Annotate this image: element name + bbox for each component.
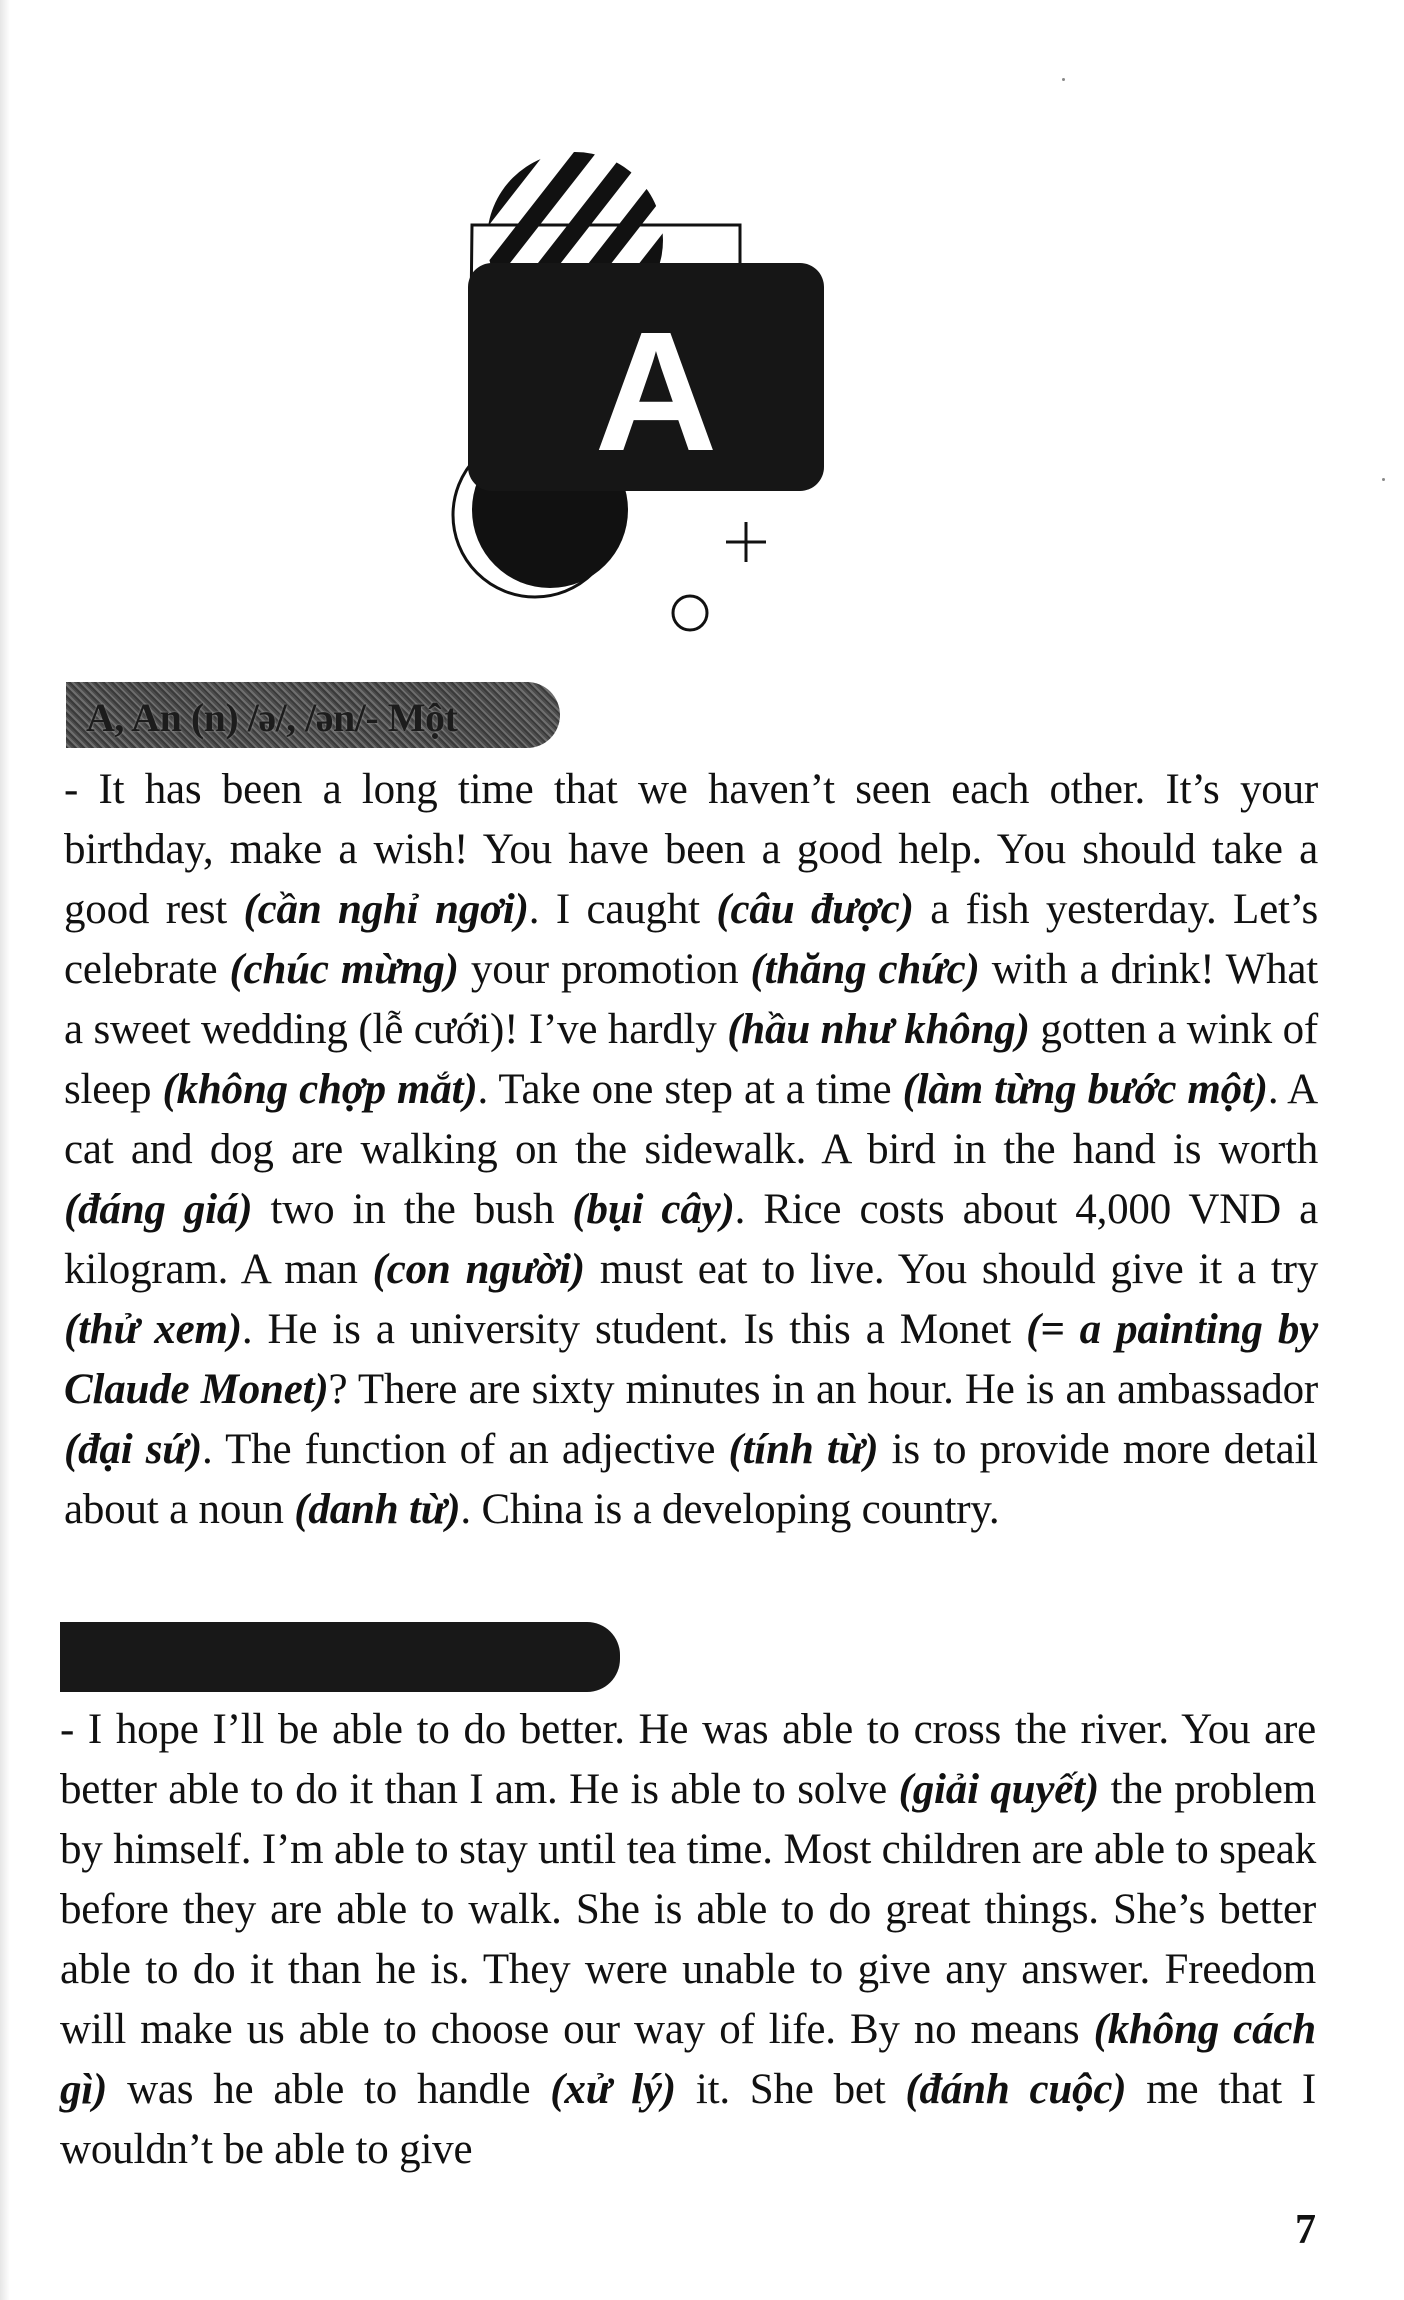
vietnamese-gloss: (= a painting by Claude Monet) [64, 1306, 1319, 1413]
vietnamese-gloss: (tính từ) [728, 1426, 879, 1473]
example-text: gotten a wink of sleep [64, 1006, 1319, 1113]
example-text: . He is a university student. Is this a Monet [241, 1306, 1027, 1353]
example-text: . I caught [528, 886, 717, 933]
vietnamese-gloss: (không cách gì) [60, 2006, 1316, 2113]
example-text: it. She bet [675, 2066, 906, 2113]
vietnamese-gloss: (xử lý) [550, 2066, 676, 2113]
print-speck [1382, 478, 1385, 481]
vietnamese-gloss: (thử xem) [64, 1306, 242, 1353]
entry-heading: A, An (n) /ə/, /ən/- Một [86, 695, 458, 740]
entry-heading-bar [66, 682, 560, 748]
vietnamese-gloss: (con người) [372, 1246, 585, 1293]
vietnamese-gloss: (đánh cuộc) [905, 2066, 1127, 2113]
vietnamese-gloss: (chúc mừng) [229, 946, 459, 993]
page-number: 7 [1295, 2207, 1316, 2253]
vietnamese-gloss: (câu được) [716, 886, 914, 933]
entry-paragraph [60, 1700, 1316, 2180]
vietnamese-gloss: (bụi cây) [572, 1186, 735, 1233]
example-text: must eat to live. You should give it a try [584, 1246, 1318, 1293]
example-text: - I hope I’ll be able to do better. He was able to cross the river. You are better able to do it than I am. He is able to solve [60, 1706, 1316, 1813]
vietnamese-gloss: (danh từ) [294, 1486, 461, 1533]
example-text: . China is a developing country. [460, 1486, 1000, 1533]
example-text: . Rice costs about 4,000 VND a kilogram. A man [64, 1186, 1318, 1293]
letter-a-logo [440, 145, 960, 645]
vietnamese-gloss: (làm từng bước một) [902, 1066, 1268, 1113]
example-text: ? There are sixty minutes in an hour. He is an ambassador [328, 1366, 1318, 1413]
entry-paragraph [64, 760, 1318, 1540]
example-text: your promotion [458, 946, 751, 993]
vietnamese-gloss: (đại sứ) [64, 1426, 202, 1473]
example-text: the problem by himself. I’m able to stay until tea time. Most children are able to speak before they are able to walk. She is able to do great things. She’s better able to do it than he is. They were unable to give any answer. Freedom will make us able to choose our way of life. By no means [60, 1766, 1316, 2053]
vietnamese-gloss: (cần nghỉ ngơi) [243, 886, 529, 933]
example-text: was he able to handle [107, 2066, 551, 2113]
example-text: . A cat and dog are walking on the sidewalk. A bird in the hand is worth [64, 1066, 1318, 1173]
logo-letter: A [594, 297, 718, 487]
example-text: - It has been a long time that we haven’t seen each other. It’s your birthday, make a wish! You have been a good help. You should take a good rest [64, 766, 1318, 933]
example-text: me that I wouldn’t be able to give [60, 2066, 1316, 2173]
vietnamese-gloss: (thăng chức) [750, 946, 980, 993]
example-text: two in the bush [252, 1186, 573, 1233]
plus-icon [726, 522, 766, 562]
vietnamese-gloss: (không chợp mắt) [162, 1066, 478, 1113]
example-text: is to provide more detail about a noun [64, 1426, 1318, 1533]
vietnamese-gloss: (đáng giá) [64, 1186, 253, 1233]
small-ring-icon [673, 596, 707, 630]
vietnamese-gloss: (hầu như không) [727, 1006, 1030, 1053]
example-text: . Take one step at a time [477, 1066, 903, 1113]
example-text: . The function of an adjective [202, 1426, 729, 1473]
vietnamese-gloss: (giải quyết) [898, 1766, 1100, 1813]
example-text: a fish yesterday. Let’s celebrate [64, 886, 1319, 993]
print-speck [1062, 78, 1065, 81]
entry-heading-bar [60, 1622, 620, 1692]
example-text: with a drink! What a sweet wedding (lễ cưới)! I’ve hardly [64, 946, 1318, 1053]
page-binding-shadow [0, 0, 10, 2300]
